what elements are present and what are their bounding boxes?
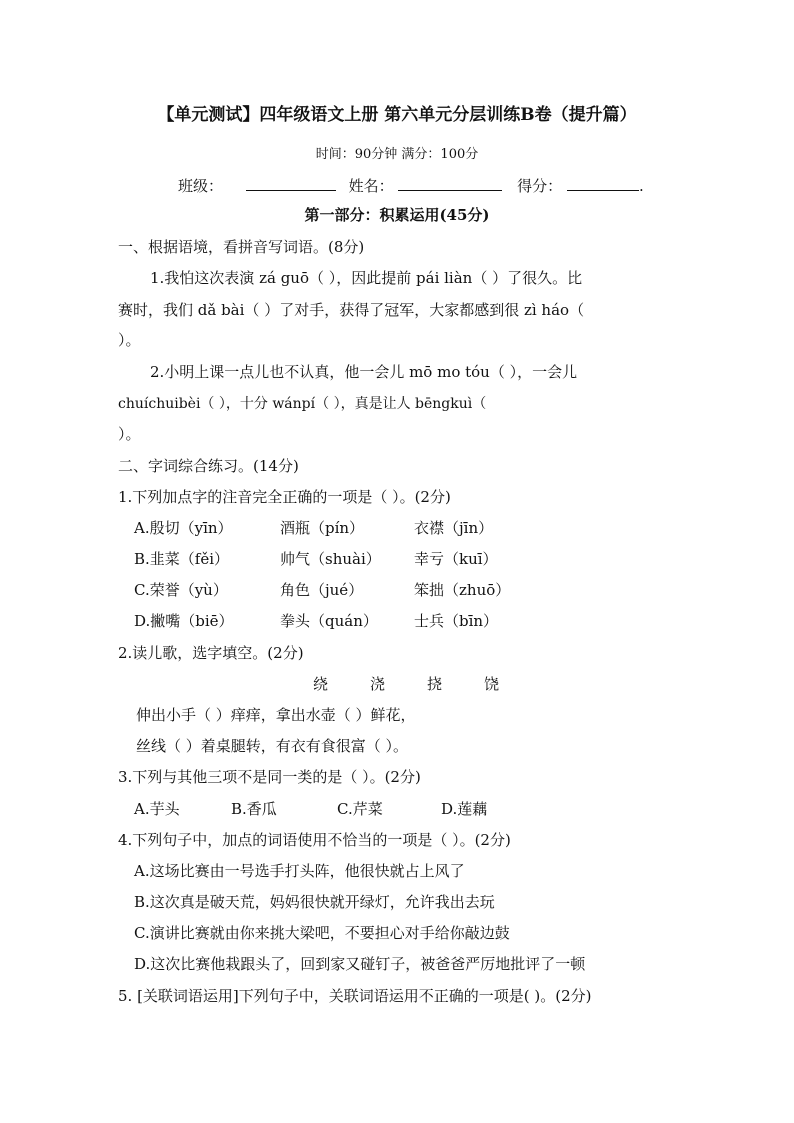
- option-cell: B.香瓜: [231, 800, 277, 818]
- option-cell: 衣襟（jīn）: [414, 519, 494, 537]
- s1-q2-line1: 2.小明上课一点儿也不认真，他一会儿 mō mo tóu（ ），一会儿: [150, 363, 578, 381]
- exam-meta: 时间：90分钟 满分：100分: [315, 147, 479, 162]
- option-cell: D.撇嘴（biē）: [134, 612, 234, 630]
- s2-q3-stem: 3.下列与其他三项不是同一类的是（ ）。(2分): [118, 768, 421, 786]
- option-cell: D.莲藕: [441, 800, 488, 818]
- score-field[interactable]: [567, 176, 639, 191]
- char-option: 绕: [313, 675, 329, 693]
- s2-q2-char-bank: [313, 674, 499, 694]
- s2-q1-option-row: [134, 611, 498, 631]
- s2-q4-option: D.这次比赛他栽跟头了，回到家又碰钉子，被爸爸严厉地批评了一顿: [134, 955, 586, 973]
- option-cell: B.韭菜（fěi）: [134, 550, 230, 568]
- end-mark: .: [638, 177, 644, 195]
- s1-q2-line2: chuíchuibèi（ ），十分 wánpí（ ），真是让人 bēngkuì（: [118, 396, 487, 412]
- s2-q4-stem: 4.下列句子中，加点的词语使用不恰当的一项是（ ）。(2分): [118, 831, 511, 849]
- option-cell: A.殷切（yīn）: [134, 519, 233, 537]
- option-cell: C.芹菜: [337, 800, 383, 818]
- name-field[interactable]: [398, 176, 502, 191]
- s2-q1-option-row: [134, 549, 498, 569]
- option-cell: 酒瓶（pín）: [280, 519, 365, 537]
- s2-q4-option: C.演讲比赛就由你来挑大梁吧，不要担心对手给你敲边鼓: [134, 924, 510, 942]
- name-label: 姓名：: [348, 177, 394, 195]
- char-option: 挠: [427, 675, 443, 693]
- class-label: 班级：: [178, 177, 224, 195]
- part-heading: 第一部分：积累运用(45分): [304, 206, 490, 224]
- section2-heading: 二、字词综合练习。(14分): [118, 457, 299, 475]
- class-field[interactable]: [246, 176, 336, 191]
- option-cell: C.荣誉（yù）: [134, 581, 228, 599]
- s1-q1-line1: 1.我怕这次表演 zá guō（ ），因此提前 pái liàn（ ）了很久。比: [150, 269, 583, 287]
- section1-heading: 一、根据语境，看拼音写词语。(8分): [118, 238, 365, 256]
- option-cell: 拳头（quán）: [280, 612, 378, 630]
- student-info-row: [178, 176, 644, 196]
- s2-q2-line2: 丝线（ ）着桌腿转，有衣有食很富（ ）。: [136, 737, 409, 755]
- s2-q2-line1: 伸出小手（ ）痒痒，拿出水壶（ ）鲜花，: [136, 706, 416, 724]
- option-cell: 帅气（shuài）: [280, 550, 381, 568]
- s2-q4-option: B.这次真是破天荒，妈妈很快就开绿灯，允许我出去玩: [134, 893, 495, 911]
- s1-q1-line2: 赛时，我们 dǎ bài（ ）了对手，获得了冠军，大家都感到很 zì háo（: [118, 301, 585, 319]
- s2-q1-stem: 1.下列加点字的注音完全正确的一项是（ ）。(2分): [118, 488, 451, 506]
- option-cell: A.芋头: [134, 800, 180, 818]
- option-cell: 士兵（bīn）: [414, 612, 499, 630]
- s2-q3-options: [134, 799, 487, 819]
- s1-q1-line3: ）。: [118, 331, 141, 349]
- score-label: 得分：: [517, 177, 563, 195]
- s1-q2-line3: ）。: [118, 425, 141, 443]
- option-cell: 幸亏（kuī）: [414, 550, 498, 568]
- s2-q5-stem: 5. [关联词语运用]下列句子中，关联词语运用不正确的一项是( )。(2分): [118, 987, 592, 1005]
- s2-q4-option: A.这场比赛由一号选手打头阵，他很快就占上风了: [134, 862, 465, 880]
- s2-q1-option-row: [134, 518, 493, 538]
- s2-q1-option-row: [134, 580, 510, 600]
- page-title: 【单元测试】四年级语文上册 第六单元分层训练B卷（提升篇）: [157, 105, 637, 125]
- option-cell: 笨拙（zhuō）: [414, 581, 511, 599]
- option-cell: 角色（jué）: [280, 581, 364, 599]
- char-option: 浇: [370, 675, 386, 693]
- s2-q2-stem: 2.读儿歌，选字填空。(2分): [118, 644, 304, 662]
- char-option: 饶: [484, 675, 500, 693]
